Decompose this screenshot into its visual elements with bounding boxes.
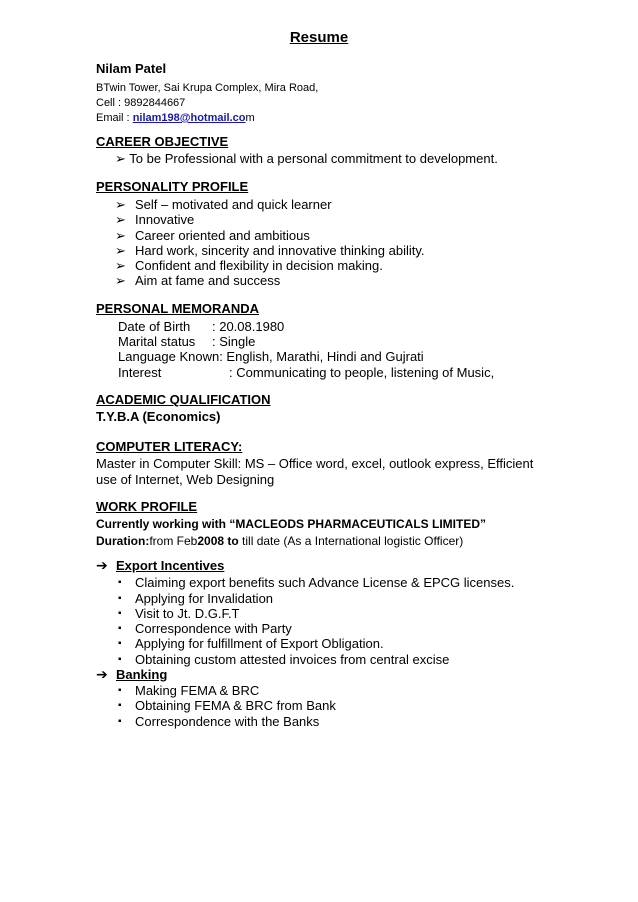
computer-skill-line: use of Internet, Web Designing xyxy=(96,472,275,487)
email-label: Email : xyxy=(96,112,133,124)
duration-rest: till date (As a International logistic Officer) xyxy=(238,534,464,548)
email-link[interactable]: nilam198@hotmail.co xyxy=(132,112,246,124)
arrow-right-icon: ➔ xyxy=(96,666,108,682)
arrowhead-bullet-icon: ➢ xyxy=(115,243,126,258)
arrowhead-bullet-icon: ➢ xyxy=(115,212,126,227)
list-item: Self – motivated and quick learner xyxy=(135,197,332,212)
square-bullet-icon: ▪ xyxy=(118,654,122,665)
duration-from: from Feb xyxy=(149,534,198,548)
square-bullet-icon: ▪ xyxy=(118,716,122,727)
computer-literacy-heading: COMPUTER LITERACY: xyxy=(96,439,243,454)
dob-label: Date of Birth xyxy=(118,319,191,334)
career-objective-text: To be Professional with a personal commitment to development. xyxy=(129,151,498,166)
candidate-name: Nilam Patel xyxy=(96,61,167,76)
arrowhead-bullet-icon: ➢ xyxy=(115,228,126,243)
list-item: Confident and flexibility in decision making. xyxy=(135,258,383,273)
academic-heading: ACADEMIC QUALIFICATION xyxy=(96,392,271,407)
page-title: Resume xyxy=(289,29,349,46)
square-bullet-icon: ▪ xyxy=(118,623,122,634)
work-profile-heading: WORK PROFILE xyxy=(96,499,198,514)
list-item: Hard work, sincerity and innovative thinking ability. xyxy=(135,243,425,258)
email-tail: m xyxy=(245,112,255,124)
square-bullet-icon: ▪ xyxy=(118,593,122,604)
arrowhead-bullet-icon: ➢ xyxy=(115,151,126,166)
list-item: Making FEMA & BRC xyxy=(135,683,260,698)
computer-skill-line: Master in Computer Skill: MS – Office word, excel, outlook express, Efficient xyxy=(96,456,534,471)
square-bullet-icon: ▪ xyxy=(118,685,122,696)
list-item: Applying for Invalidation xyxy=(135,591,274,606)
list-item: Obtaining FEMA & BRC from Bank xyxy=(135,698,336,713)
email-line xyxy=(96,112,255,124)
current-employer: Currently working with “MACLEODS PHARMACEUTICALS LIMITED” xyxy=(96,517,486,531)
arrowhead-bullet-icon: ➢ xyxy=(115,197,126,212)
marital-value: : Single xyxy=(212,334,256,349)
interest-value: : Communicating to people, listening of Music, xyxy=(229,365,495,380)
career-objective-heading: CAREER OBJECTIVE xyxy=(96,134,229,149)
language-line: Language Known: English, Marathi, Hindi and Gujrati xyxy=(118,349,424,364)
list-item: Aim at fame and success xyxy=(135,273,281,288)
cell-number: Cell : 9892844667 xyxy=(96,97,186,109)
banking-heading: Banking xyxy=(116,667,168,682)
list-item: Applying for fulfillment of Export Obligation. xyxy=(135,636,384,651)
duration-year: 2008 to xyxy=(197,534,239,548)
list-item: Claiming export benefits such Advance License & EPCG licenses. xyxy=(135,575,515,590)
list-item: Career oriented and ambitious xyxy=(135,228,310,243)
interest-label: Interest xyxy=(118,365,162,380)
arrow-right-icon: ➔ xyxy=(96,557,108,573)
square-bullet-icon: ▪ xyxy=(118,700,122,711)
arrowhead-bullet-icon: ➢ xyxy=(115,258,126,273)
duration-label: Duration: xyxy=(96,534,150,548)
list-item: Innovative xyxy=(135,212,195,227)
list-item: Correspondence with the Banks xyxy=(135,714,320,729)
career-objective-item xyxy=(115,151,498,167)
list-item: Visit to Jt. D.G.F.T xyxy=(135,606,240,621)
personality-profile-heading: PERSONALITY PROFILE xyxy=(96,179,249,194)
personal-memoranda-heading: PERSONAL MEMORANDA xyxy=(96,301,259,316)
arrowhead-bullet-icon: ➢ xyxy=(115,273,126,288)
address: BTwin Tower, Sai Krupa Complex, Mira Road, xyxy=(96,82,319,94)
export-incentives-heading: Export Incentives xyxy=(116,558,225,573)
square-bullet-icon: ▪ xyxy=(118,577,122,588)
dob-value: : 20.08.1980 xyxy=(212,319,285,334)
academic-qualification: T.Y.B.A (Economics) xyxy=(96,409,221,424)
marital-label: Marital status xyxy=(118,334,196,349)
square-bullet-icon: ▪ xyxy=(118,638,122,649)
list-item: Obtaining custom attested invoices from central excise xyxy=(135,652,450,667)
list-item: Correspondence with Party xyxy=(135,621,292,636)
duration-line xyxy=(96,534,463,548)
square-bullet-icon: ▪ xyxy=(118,608,122,619)
